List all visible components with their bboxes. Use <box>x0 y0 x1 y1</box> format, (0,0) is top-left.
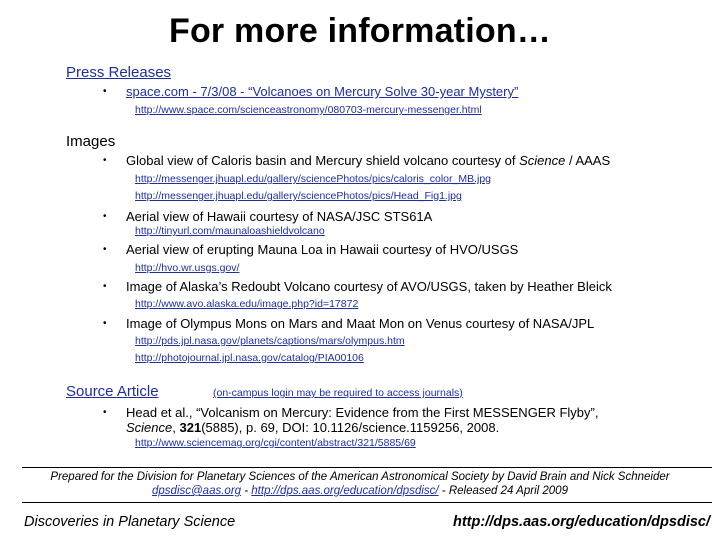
source-login-note[interactable]: (on-campus login may be required to access journals) <box>213 387 463 399</box>
source-citation-line1: Head et al., “Volcanism on Mercury: Evidence from the First MESSENGER Flyby”, <box>126 405 599 420</box>
credit-email-link[interactable]: dpsdisc@aas.org <box>152 485 242 497</box>
divider-top <box>22 467 712 468</box>
credit-site-link[interactable]: http://dps.aas.org/education/dpsdisc/ <box>251 485 439 497</box>
bullet: • <box>103 407 107 418</box>
image-caption-olympus: Image of Olympus Mons on Mars and Maat Mon on Venus courtesy of NASA/JPL <box>126 316 595 331</box>
credit-line2: dpsdisc@aas.org - http://dps.aas.org/education/dpsdisc/ - Released 24 April 2009 <box>152 485 568 497</box>
bullet: • <box>103 281 107 292</box>
image-url-caloris[interactable]: http://messenger.jhuapl.edu/gallery/sciencePhotos/pics/caloris_color_MB.jpg <box>135 173 492 185</box>
image-caption-hawaii: Aerial view of Hawaii courtesy of NASA/JSC STS61A <box>126 209 433 224</box>
bullet: • <box>103 86 107 97</box>
image-caption-mauna-loa: Aerial view of erupting Mauna Loa in Hawaii courtesy of HVO/USGS <box>126 242 519 257</box>
page-title: For more information… <box>169 12 551 50</box>
divider-bottom <box>22 502 712 503</box>
press-release-url[interactable]: http://www.space.com/scienceastronomy/080703-mercury-messenger.html <box>135 104 482 116</box>
image-url-pia00106[interactable]: http://photojournal.jpl.nasa.gov/catalog/PIA00106 <box>135 352 364 364</box>
image-url-hawaii[interactable]: http://tinyurl.com/maunaloashieldvolcano <box>135 225 325 237</box>
credit-line1: Prepared for the Division for Planetary Sciences of the American Astronomical Society by David Brain and Nick Schneider <box>50 471 670 483</box>
image-caption-redoubt: Image of Alaska’s Redoubt Volcano courtesy of AVO/USGS, taken by Heather Bleick <box>126 279 612 294</box>
bullet: • <box>103 244 107 255</box>
press-release-link[interactable]: space.com - 7/3/08 - “Volcanoes on Mercury Solve 30-year Mystery” <box>126 84 519 99</box>
source-article-url[interactable]: http://www.sciencemag.org/cgi/content/abstract/321/5885/69 <box>135 437 416 449</box>
image-url-head-fig1[interactable]: http://messenger.jhuapl.edu/gallery/sciencePhotos/pics/Head_Fig1.jpg <box>135 190 462 202</box>
images-heading: Images <box>66 133 116 150</box>
bullet: • <box>103 318 107 329</box>
footer-series-title: Discoveries in Planetary Science <box>24 514 236 530</box>
image-caption-caloris: Global view of Caloris basin and Mercury shield volcano courtesy of Science / AAAS <box>126 153 611 168</box>
source-article-heading[interactable]: Source Article <box>66 383 159 400</box>
image-url-avo[interactable]: http://www.avo.alaska.edu/image.php?id=17872 <box>135 298 359 310</box>
bullet: • <box>103 155 107 166</box>
image-url-olympus[interactable]: http://pds.jpl.nasa.gov/planets/captions/mars/olympus.htm <box>135 335 405 347</box>
bullet: • <box>103 211 107 222</box>
image-url-hvo[interactable]: http://hvo.wr.usgs.gov/ <box>135 262 240 274</box>
press-releases-heading[interactable]: Press Releases <box>66 64 172 81</box>
source-citation-line2: Science, 321(5885), p. 69, DOI: 10.1126/science.1159256, 2008. <box>126 420 500 435</box>
footer-url[interactable]: http://dps.aas.org/education/dpsdisc/ <box>453 514 710 530</box>
